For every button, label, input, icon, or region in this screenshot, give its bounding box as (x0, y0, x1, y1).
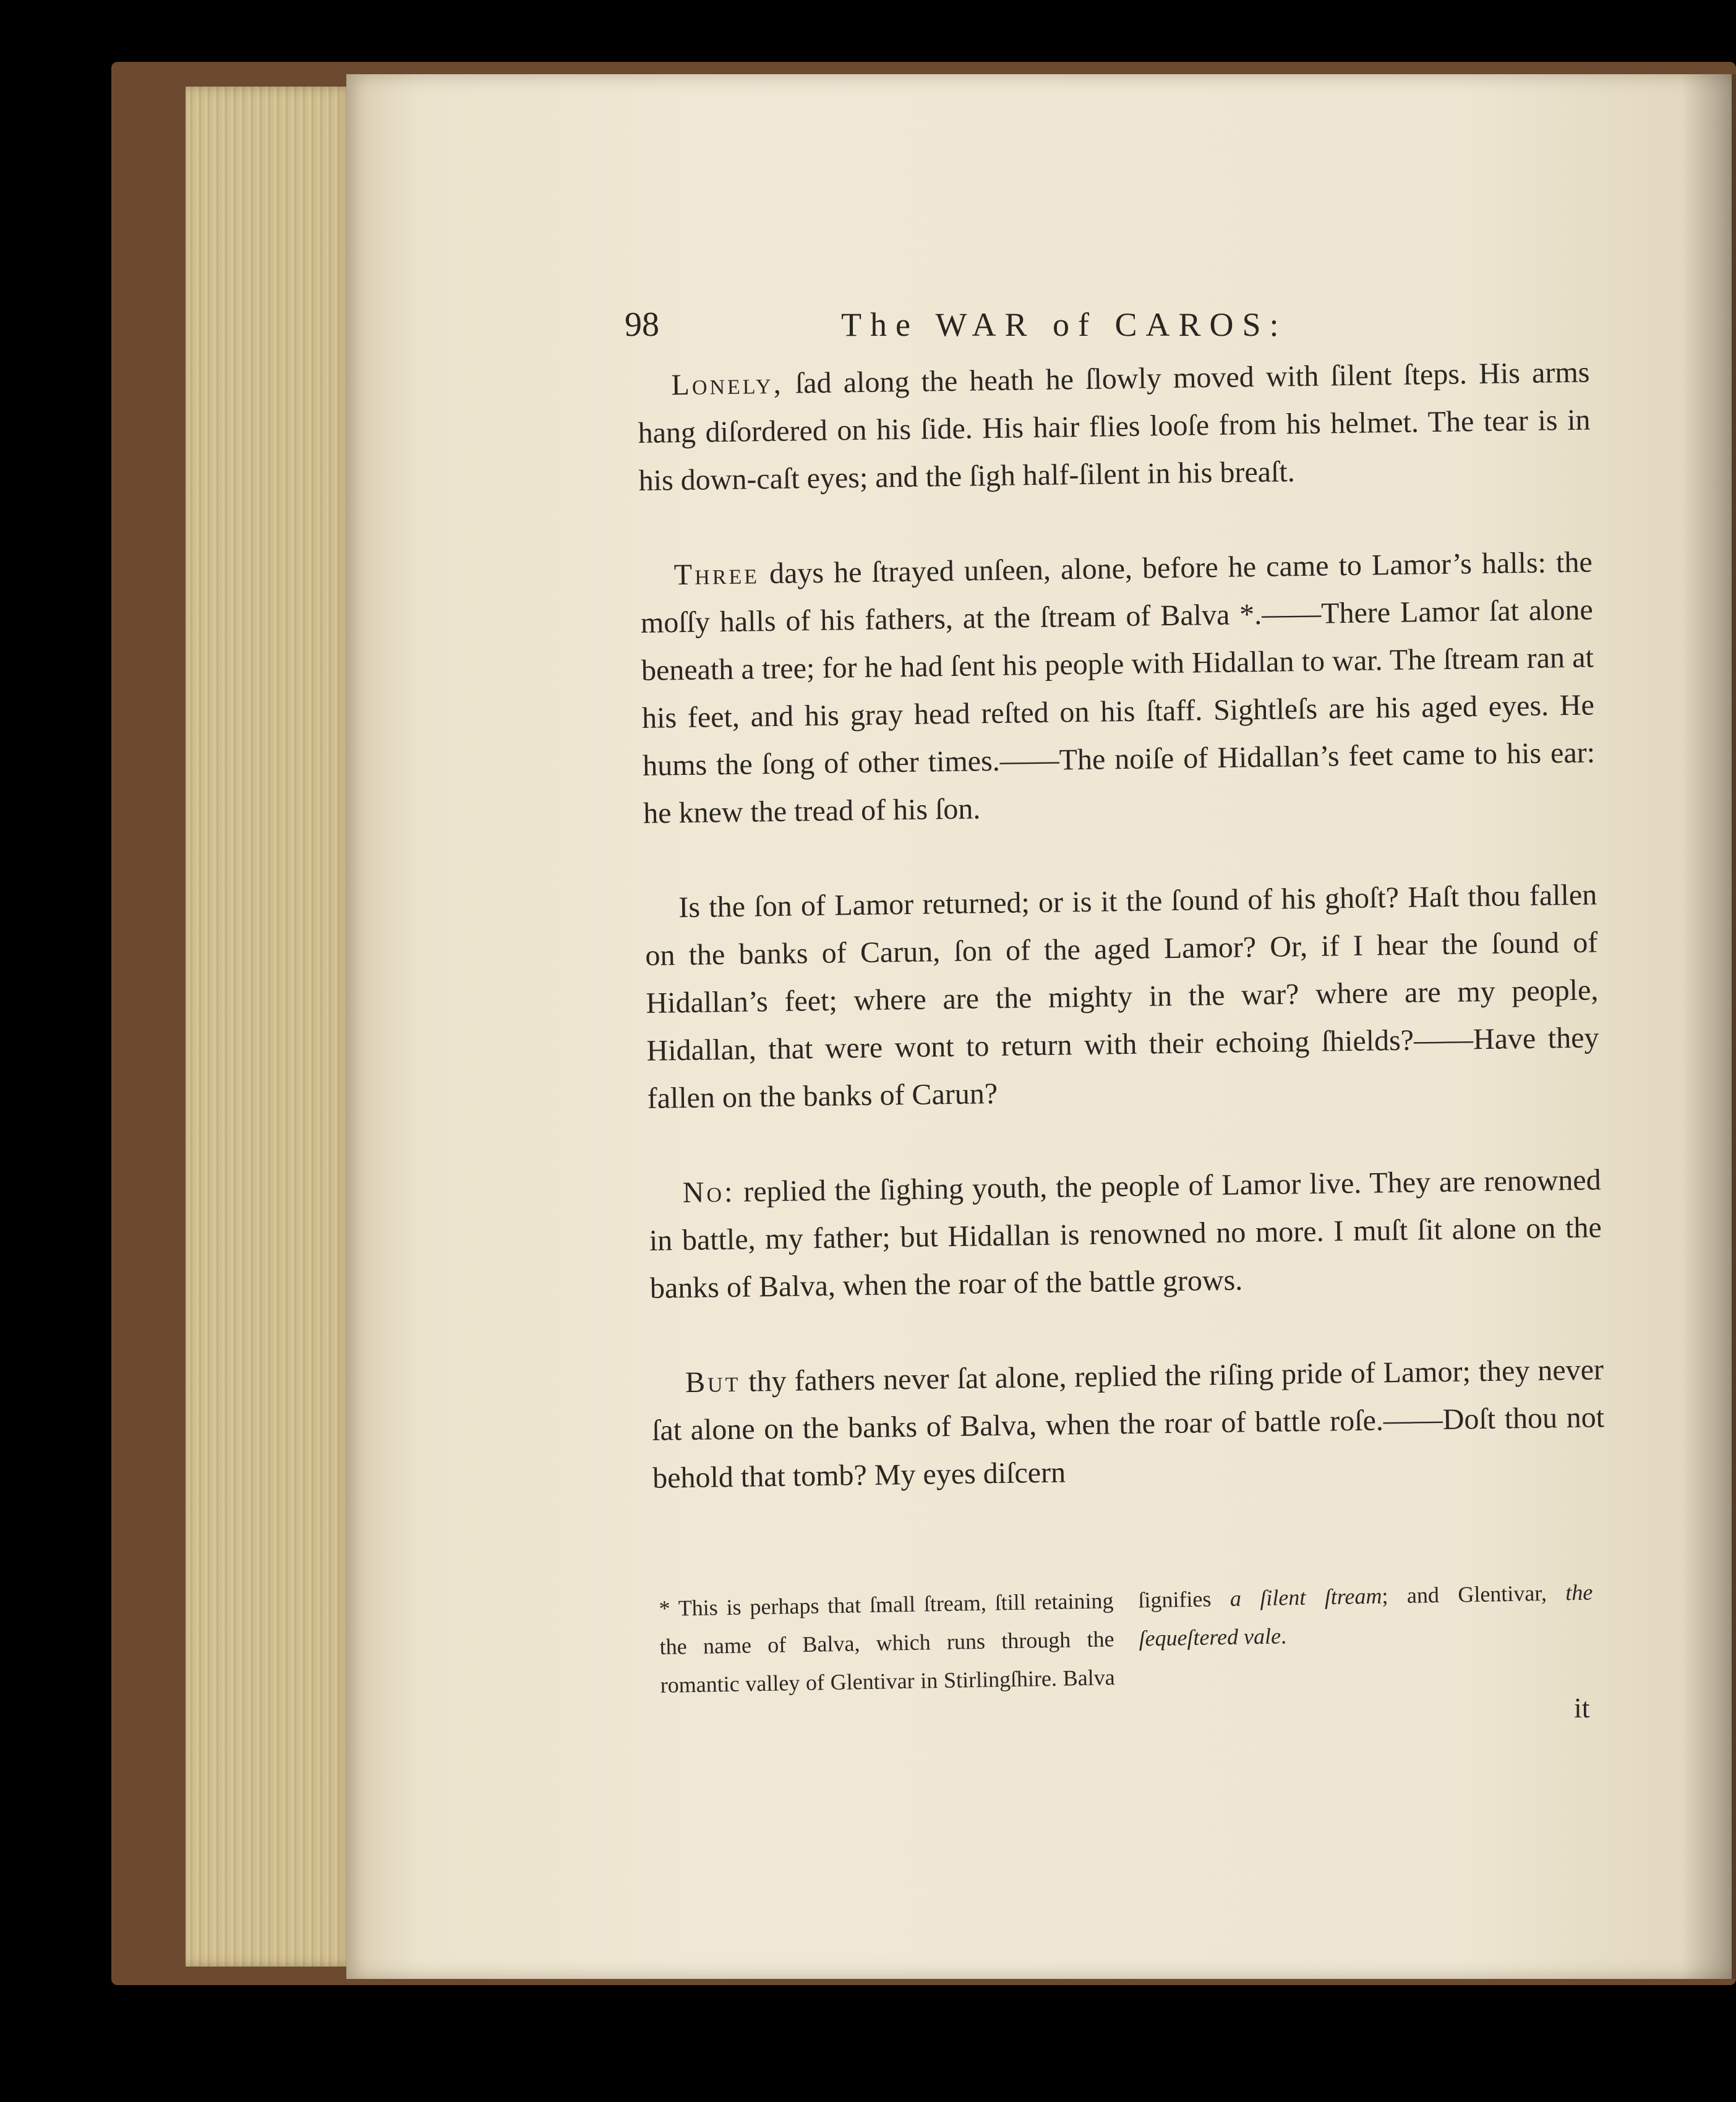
page-edges (186, 87, 353, 1967)
paragraph (637, 348, 1591, 504)
paragraph-lead: Is (678, 891, 701, 925)
paragraph (648, 1156, 1602, 1312)
paragraph (644, 871, 1600, 1122)
paragraph-lead: No: (682, 1175, 735, 1210)
footnote-text: * This is perhaps that ſmall ſtream, ſtill retaining the name of Balva, which runs through the romantic valley of Glentivar in Stirlingſhire. Balva ſignifies (659, 1586, 1231, 1698)
paragraph-text: the ſon of Lamor returned; or is it the ſound of his ghoſt? Haſt thou fallen on the banks of Carun, ſon of the aged Lamor? Or, if I hear the ſound of Hidallan’s feet; where are the mighty in the war? where are my people, Hidallan, that were wont to return with their echoing ſhields?——Have they fallen on the banks of Carun? (645, 878, 1599, 1115)
running-title: The WAR of CAROS: (841, 306, 1288, 343)
paragraph-text: replied the ſighing youth, the people of Lamor live. They are renowned in battle, my father; but Hidallan is renowned no more. I muſt ſit alone on the banks of Balva, when the roar of the battle grows. (649, 1163, 1602, 1305)
paragraph-text: ſad along the heath he ſlowly moved with ſilent ſteps. His arms hang diſordered on his ſide. His hair flies looſe from his helmet. The tear is in his down-caſt eyes; and the ſigh half-ſilent in his breaſt. (638, 356, 1591, 497)
paragraph-lead: But (685, 1365, 741, 1399)
running-head (625, 297, 1367, 352)
catchword: it (1574, 1692, 1590, 1724)
paragraph (639, 538, 1596, 837)
footnote-text: . (1280, 1623, 1287, 1649)
page-number: 98 (625, 305, 659, 344)
paragraph-text: thy fathers never ſat alone, replied the riſing pride of Lamor; they never ſat alone on the banks of Balva, when the roar of battle roſe.——Doſt thou not behold that tomb? My eyes diſcern (651, 1353, 1605, 1495)
paragraph-lead: Lonely, (671, 367, 784, 402)
footnote (659, 1573, 1594, 1704)
page-gutter-shadow (1682, 74, 1736, 1979)
paragraph (651, 1346, 1606, 1502)
paragraph-lead: Three (673, 557, 760, 592)
paragraph-text: days he ſtrayed unſeen, alone, before he came to Lamor’s halls: the moſſy halls of his fathers, at the ſtream of Balva *.——There Lamor ſat alone beneath a tree; for he had ſent his people with Hidallan to war. The ſtream ran at his feet, and his gray head reſted on his ſtaff. Sightleſs are his aged eyes. He hums the ſong of other times.——The noiſe of Hidallan’s feet came to his ear: he knew the tread of his ſon. (640, 545, 1596, 830)
footnote-emphasis: the ſequeſtered vale (1139, 1579, 1593, 1651)
body-text (637, 348, 1606, 1549)
footnote-emphasis: a ſilent ſtream (1229, 1583, 1382, 1611)
footnote-text: ; and Glentivar, (1382, 1580, 1566, 1609)
